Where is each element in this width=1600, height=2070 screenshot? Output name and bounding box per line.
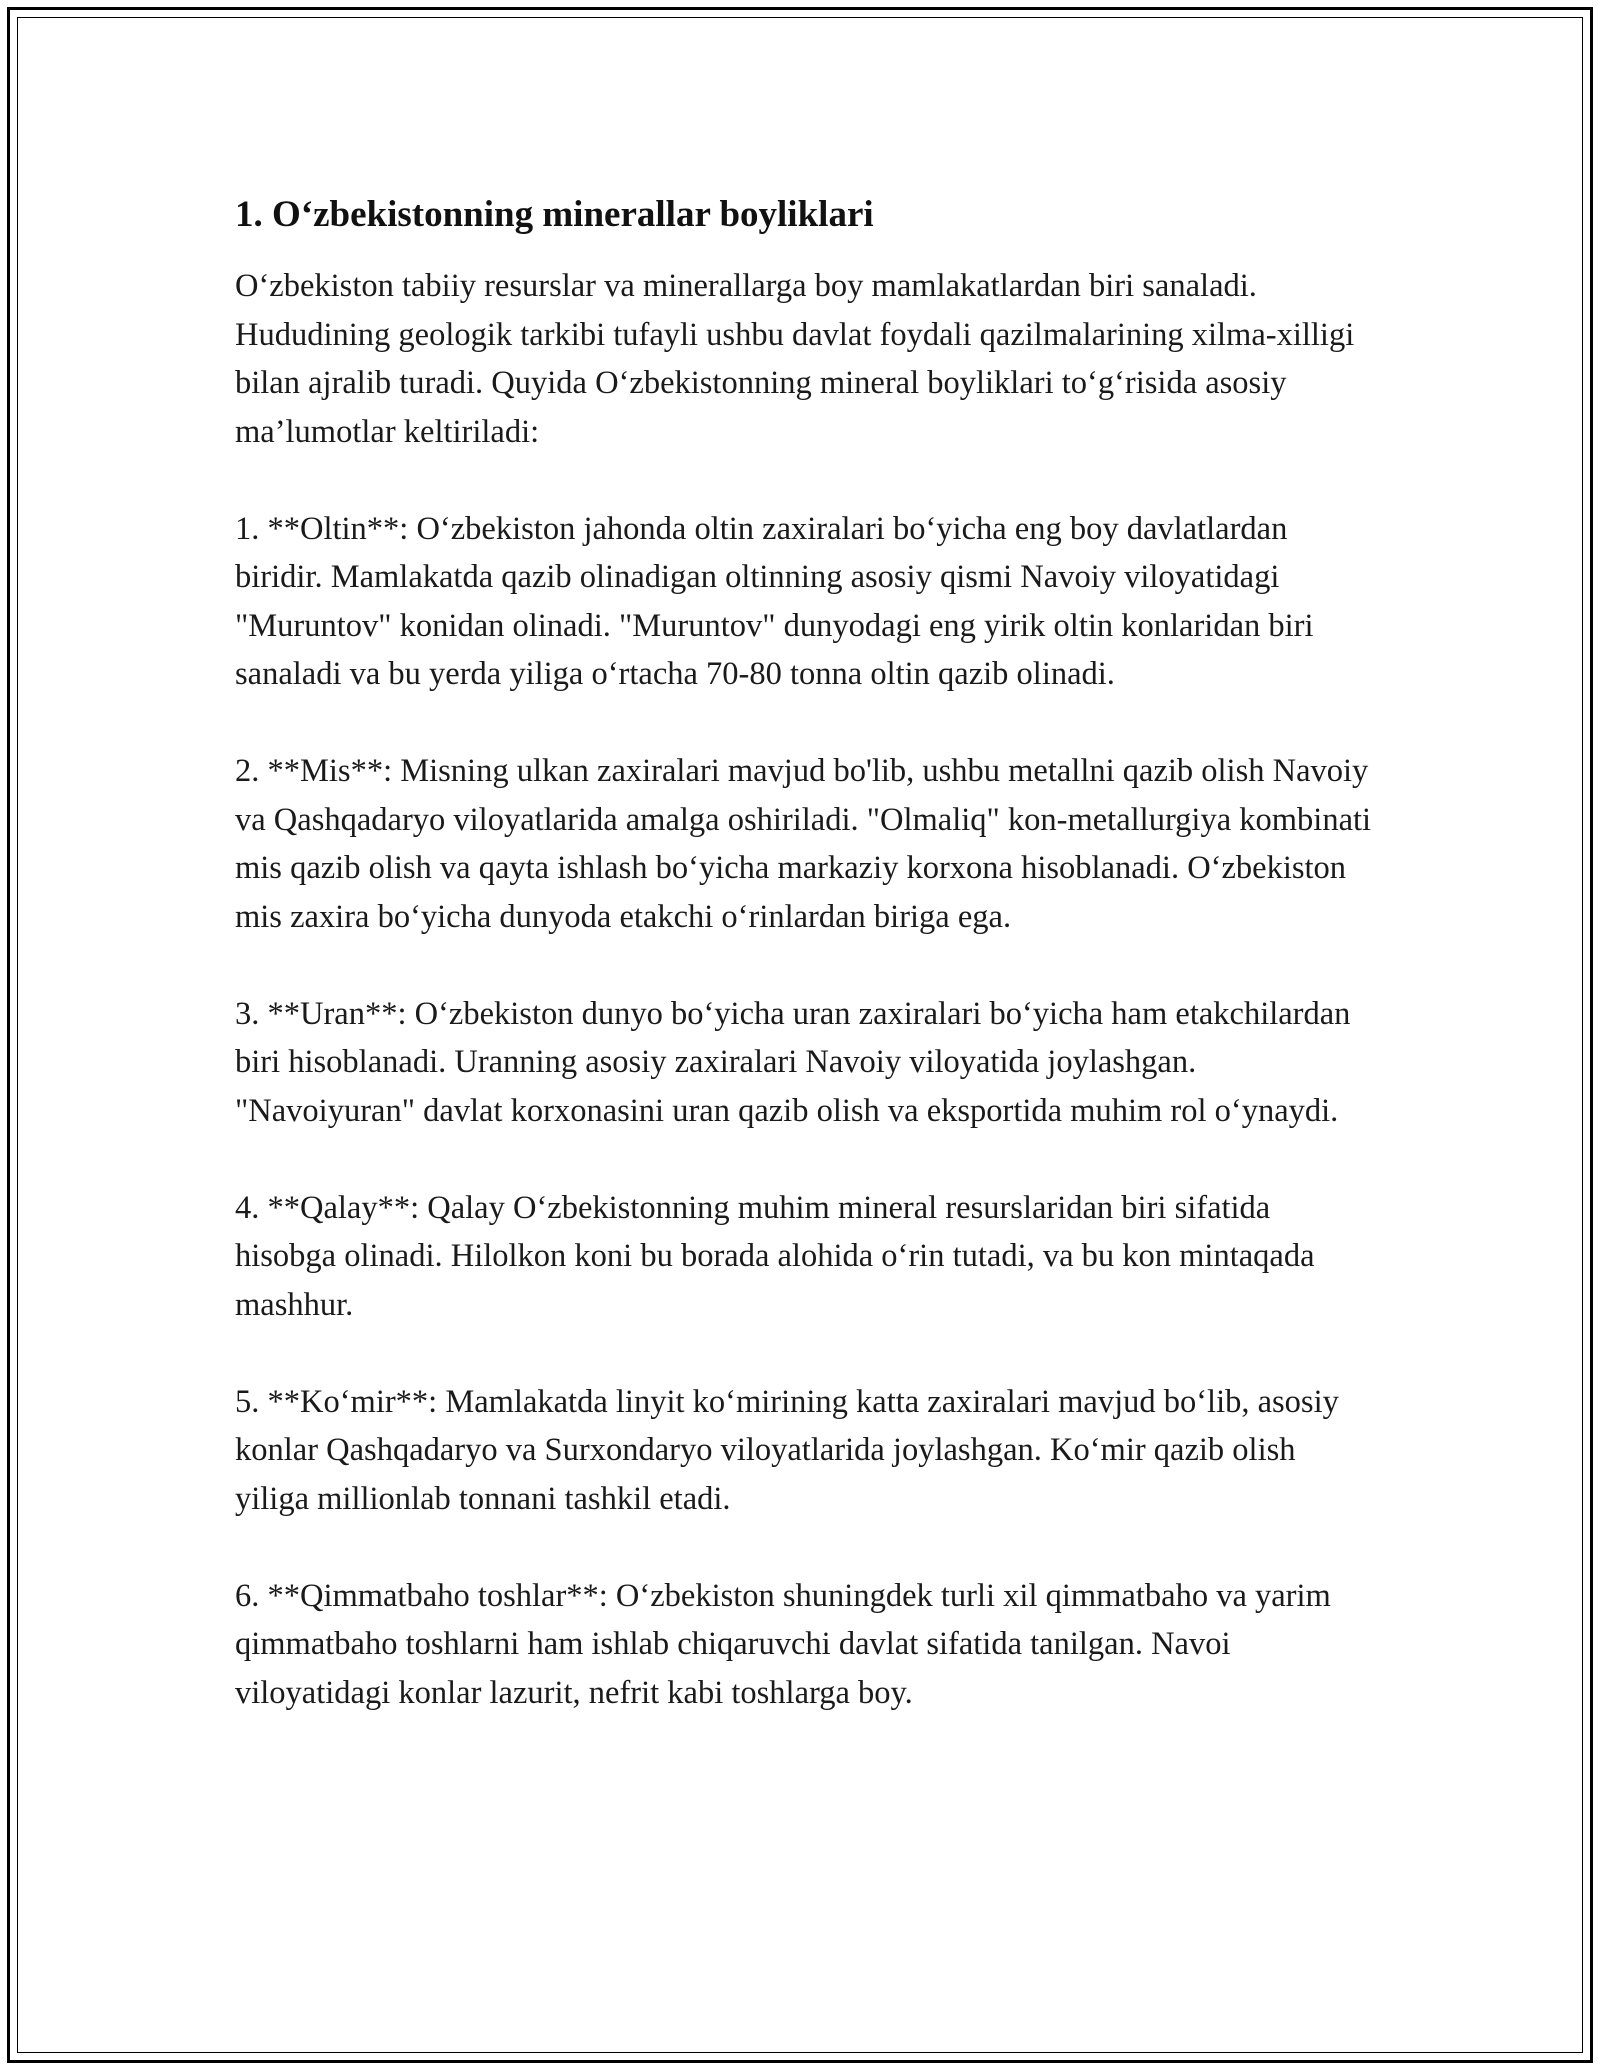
paragraph-tin: 4. **Qalay**: Qalay O‘zbekistonning muhim mineral resurslaridan biri sifatida hisobga olinadi. Hilolkon koni bu borada alohida o‘rin tutadi, va bu kon mintaqada mashhur.: [235, 1189, 1315, 1323]
intro-paragraph: O‘zbekiston tabiiy resurslar va minerallarga boy mamlakatlardan biri sanaladi. Hududining geologik tarkibi tufayli ushbu davlat foydali qazilmalarining xilma-xilligi bilan ajralib turadi. Quyida O‘zbekistonning mineral boyliklari to‘g‘risida asosiy ma’lumotlar keltiriladi:: [235, 268, 1355, 450]
document-heading: 1. O‘zbekistonning minerallar boyliklari: [235, 194, 874, 235]
document-body: [235, 188, 1375, 1766]
paragraph-coal: 5. **Ko‘mir**: Mamlakatda linyit ko‘mirining katta zaxiralari mavjud bo‘lib, asosiy konlar Qashqadaryo va Surxondaryo viloyatlarida joylashgan. Ko‘mir qazib olish yiliga millionlab tonnani tashkil etadi.: [235, 1383, 1339, 1517]
paragraph-copper: 2. **Mis**: Misning ulkan zaxiralari mavjud bo'lib, ushbu metallni qazib olish Navoiy va Qashqadaryo viloyatlarida amalga oshiriladi. "Olmaliq" kon-metallurgiya kombinati mis qazib olish va qayta ishlash bo‘yicha markaziy korxona hisoblanadi. O‘zbekiston mis zaxira bo‘yicha dunyoda etakchi o‘rinlardan biriga ega.: [235, 753, 1372, 935]
paragraph-gemstones: 6. **Qimmatbaho toshlar**: O‘zbekiston shuningdek turli xil qimmatbaho va yarim qimmatbaho toshlarni ham ishlab chiqaruvchi davlat sifatida tanilgan. Navoi viloyatidagi konlar lazurit, nefrit kabi toshlarga boy.: [235, 1577, 1331, 1711]
paragraph-gold: 1. **Oltin**: O‘zbekiston jahonda oltin zaxiralari bo‘yicha eng boy davlatlardan biridir. Mamlakatda qazib olinadigan oltinning asosiy qismi Navoiy viloyatidagi "Muruntov" konidan olinadi. "Muruntov" dunyodagi eng yirik oltin konlaridan biri sanaladi va bu yerda yiliga o‘rtacha 70-80 tonna oltin qazib olinadi.: [235, 510, 1314, 692]
paragraph-uranium: 3. **Uran**: O‘zbekiston dunyo bo‘yicha uran zaxiralari bo‘yicha ham etakchilardan biri hisoblanadi. Uranning asosiy zaxiralari Navoiy viloyatida joylashgan. "Navoiyuran" davlat korxonasini uran qazib olish va eksportida muhim rol o‘ynaydi.: [235, 995, 1351, 1129]
